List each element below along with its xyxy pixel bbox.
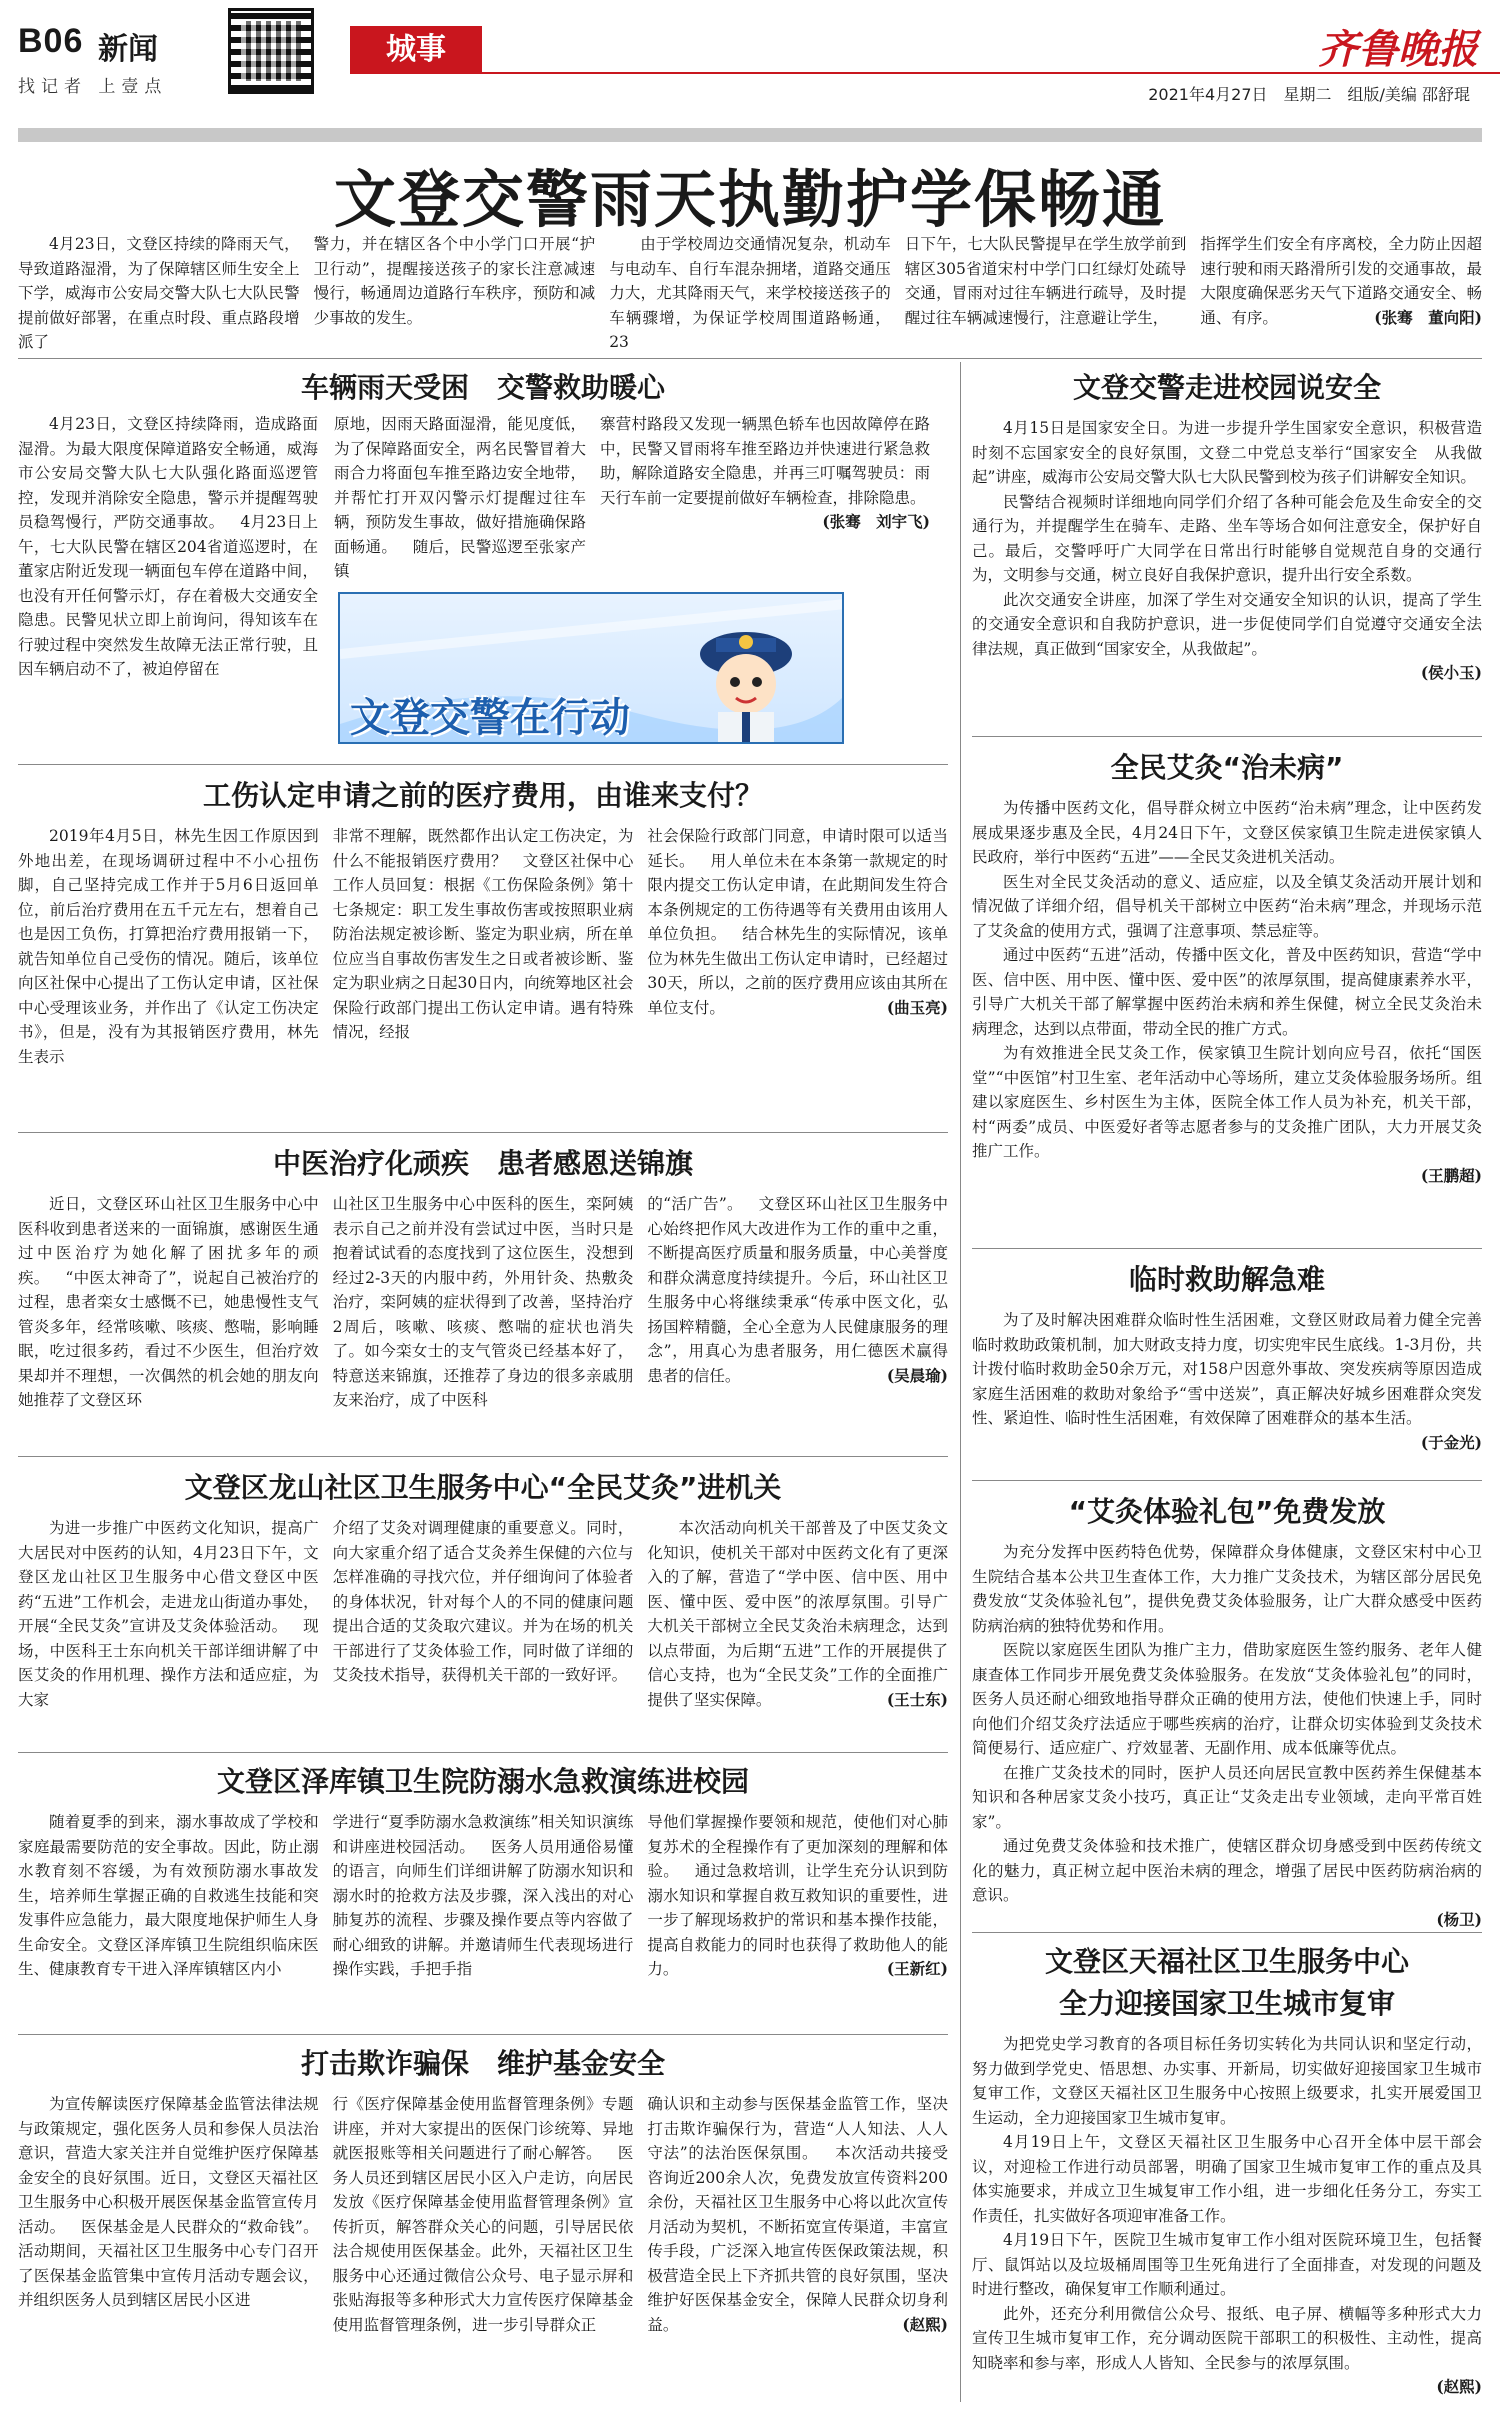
divider — [18, 1456, 948, 1457]
a1-col-2: 原地，因雨天路面湿滑，能见度低，为了保障路面安全，两名民警冒着大雨合力将面包车推至路边安全地带，并帮忙打开双闪警示灯提醒过往车辆，预防发生事故，做好措施确保路面畅通。 随后，民警巡逻至张家产镇 — [334, 415, 586, 580]
article-col-1: 近日，文登区环山社区卫生服务中心中医科收到患者送来的一面锦旗，感谢医生通过中医治疗为她化解了困扰多年的顽疾。 “中医太神奇了”，说起自己被治疗的过程，患者栾女士感慨不已，她患慢性支气管炎多年，经常咳嗽、咳痰、憋喘，影响睡眠，吃过很多药，看过不少医生，但治疗效果却并不理想，一次偶然的机会她的朋友向她推荐了文登区环 — [18, 1195, 319, 1409]
article-title: “艾灸体验礼包”免费发放 — [1068, 1495, 1386, 1528]
article-col-1: 随着夏季的到来，溺水事故成了学校和家庭最需要防范的安全事故。因此，防止溺水教育刻不容缓，为有效预防溺水事故发生，培养师生掌握正确的自救逃生技能和突发事件应急能力，最大限度地保护师生人身生命安全。文登区泽库镇卫生院组织临床医生、健康教育专干进入泽库镇辖区内小 — [18, 1813, 319, 1978]
divider — [972, 1480, 1482, 1481]
article-moxibustion-prevention — [972, 746, 1482, 1244]
byline: (张骞 董向阳) — [1374, 307, 1482, 327]
article-col-3 — [647, 1810, 948, 2032]
divider — [18, 358, 1482, 359]
lead-col-3: 由于学校周边交通情况复杂，机动车与电动车、自行车混杂拥堵，道路交通压力大，尤其降雨天气，来学校接送孩子的车辆骤增，为保证学校周围道路畅通，23 — [609, 235, 891, 351]
article-col-3-text: 确认识和主动参与医保基金监管工作，坚决打击欺诈骗保行为，营造“人人知法、人人守法”的法治医保氛围。 本次活动共接受咨询近200余人次，免费发放宣传资料200余份，天福社区卫生服务中心将以此次宣传月活动为契机，不断拓宽宣传渠道，丰富宣传手段，广泛深入地宣传医保政策法规，积极营造全民上下齐抓共管的良好氛围，坚决维护好医保基金安全，保障人民群众切身利益。 — [647, 2095, 949, 2334]
article-col-2: 行《医疗保障基金使用监督管理条例》专题讲座，并对大家提出的医保门诊统筹、异地就医报账等相关问题进行了耐心解答。 医务人员还到辖区居民小区入户走访，向居民发放《医疗保障基金使用监督管理条例》宣传折页，解答群众关心的问题，引导居民依法合规使用医保基金。此外，天福社区卫生服务中心还通过微信公众号、电子显示屏和张贴海报等多种形式大力宣传医疗保障基金使用监督管理条例，进一步引导群众正 — [332, 2095, 634, 2334]
page-header — [0, 0, 1500, 110]
article-col-2: 学进行“夏季防溺水急救演练”相关知识演练和讲座进校园活动。 医务人员用通俗易懂的语言，向师生们详细讲解了防溺水知识和溺水时的抢救方法及步骤，深入浅出的对心肺复苏的流程、步骤及操作要点等内容做了耐心细致的讲解。并邀请师生代表现场进行操作实践，手把手指 — [332, 1813, 634, 1978]
article-emergency-aid — [972, 1258, 1482, 1486]
paragraph: 通过中医药“五进”活动，传播中医文化，普及中医药知识，营造“学中医、信中医、用中医、懂中医、爱中医”的浓厚氛围，提高健康素养水平，引导广大机关干部了解掌握中医药治未病和养生保健，树立全民艾灸治未病理念，达到以点带面，带动全民的推广方式。 — [972, 946, 1482, 1038]
a1-col-1: 4月23日，文登区持续降雨，造成路面湿滑。为最大限度保障道路安全畅通，威海市公安局交警大队七大队强化路面巡逻管控，发现并消除安全隐患，警示并提醒驾驶员稳驾慢行，严防交通事故。 4月23日上午，七大队民警在辖区204省道巡逻时，在董家店附近发现一辆面包车停在道路中间，也没有开任何警示灯，存在着极大交通安全隐患。民警见状立即上前询问，得知该车在行驶过程中突然发生故障无法正常行驶，且因车辆启动不了，被迫停留在 — [18, 415, 318, 678]
divider — [18, 1132, 948, 1133]
divider — [18, 1752, 948, 1753]
article-subtitle: 全力迎接国家卫生城市复审 — [1058, 1987, 1395, 2020]
article-title: 文登区泽库镇卫生院防溺水急救演练进校园 — [216, 1765, 749, 1798]
paragraph: 医院以家庭医生团队为推广主力，借助家庭医生签约服务、老年人健康查体工作同步开展免费艾灸体验服务。在发放“艾灸体验礼包”的同时，医务人员还耐心细致地指导群众正确的使用方法，使他们快速上手，同时向他们介绍艾灸疗法适应于哪些疾病的治疗，让群众切实体验到艾灸技术简便易行、适应症广、疗效显著、无副作用、成本低廉等优点。 — [972, 1641, 1482, 1757]
article-body — [972, 416, 1482, 716]
a1-col-3 — [600, 412, 930, 586]
article-col-2: 介绍了艾灸对调理健康的重要意义。同时，向大家重介绍了适合艾灸养生保健的六位与怎样准确的寻找穴位，并仔细询问了体验者的身体状况，针对每个人的不同的健康问题提出合适的艾灸取穴建议。并为在场的机关干部进行了艾灸体验工作，同时做了详细的艾灸技术指导，获得机关干部的一致好评。 — [332, 1519, 634, 1684]
section-name: 新闻 — [98, 32, 158, 67]
article-title: 全民艾灸“治未病” — [1110, 751, 1344, 784]
article-col-3-text: 本次活动向机关干部普及了中医艾灸文化知识，使机关干部对中医药文化有了更深入的了解，营造了“学中医、信中医、用中医、懂中医、爱中医”的浓厚氛围。引导广大机关干部树立全民艾灸治未病理念，达到以点带面，为后期“五进”工作的开展提供了信心支持，也为“全民艾灸”工作的全面推广提供了坚实保障。 — [647, 1519, 949, 1709]
article-col-1: 2019年4月5日，林先生因工作原因到外地出差，在现场调研过程中不小心扭伤脚，自己坚持完成工作并于5月6日返回单位，前后治疗费用在五千元左右，想着自己也是因工负伤，打算把治疗费用报销一下，就告知单位自己受伤的情况。随后，该单位向区社保中心提出了工伤认定申请，区社保中心受理该业务，并作出了《认定工伤决定书》，但是，没有为其报销医疗费用，林先生表示 — [18, 827, 319, 1066]
brand-logo: 齐鲁晚报 — [1318, 26, 1478, 73]
banner-text: 文登交警在行动 — [350, 695, 630, 741]
divider — [972, 1248, 1482, 1249]
article-col-3 — [647, 1516, 948, 1762]
byline: (杨卫) — [1436, 1909, 1482, 1929]
divider — [972, 736, 1482, 737]
article-col-1: 为宣传解读医疗保障基金监管法律法规与政策规定，强化医务人员和参保人员法治意识，营造大家关注并自觉维护医疗保障基金安全的良好氛围。近日，文登区天福社区卫生服务中心积极开展医保基金监管宣传月活动。 医保基金是人民群众的“救命钱”。活动期间，天福社区卫生服务中心专门召开了医保基金监管集中宣传月活动专题会议，并组织医务人员到辖区居民小区进 — [18, 2095, 319, 2309]
paragraph: 为把党史学习教育的各项目标任务切实转化为共同认识和坚定行动，努力做到学党史、悟思想、办实事、开新局，切实做好迎接国家卫生城市复审工作，文登区天福社区卫生服务中心按照上级要求，扎实开展爱国卫生运动，全力迎接国家卫生城市复审。 — [972, 2035, 1482, 2127]
byline: (赵熙) — [1436, 2377, 1482, 2396]
paragraph: 此外，还充分利用微信公众号、报纸、电子屏、横幅等多种形式大力宣传卫生城市复审工作，充分调动医院干部职工的积极性、主动性，提高知晓率和参与率，形成人人皆知、全民参与的浓厚氛围。 — [972, 2304, 1482, 2372]
paragraph: 4月19日上午，文登区天福社区卫生服务中心召开全体中层干部会议，对迎检工作进行动员部署，明确了国家卫生城市复审工作的重点及具体实施要求，并成立卫生城复审工作小组，进一步细化任务分工，夯实工作责任，扎实做好各项迎审准备工作。 — [972, 2133, 1482, 2225]
dateline: 2021年4月27日 星期二 组版/美编 邵舒琨 — [1148, 85, 1470, 104]
article-sanitation-review — [972, 1940, 1482, 2402]
article-title: 工伤认定申请之前的医疗费用，由谁来支付？ — [202, 779, 763, 812]
lead-article — [18, 232, 1482, 354]
police-cartoon-icon — [676, 602, 816, 742]
article-title: 文登交警走进校园说安全 — [1072, 371, 1381, 404]
paragraph: 为传播中医药文化，倡导群众树立中医药“治未病”理念，让中医药发展成果逐步惠及全民，4月24日下午，文登区侯家镇卫生院走进侯家镇人民政府，举行中医药“五进”——全民艾灸进机关活动。 — [972, 799, 1482, 866]
campaign-banner — [338, 592, 844, 744]
lead-col-4: 日下午，七大队民警提早在学生放学前到辖区305省道宋村中学门口红绿灯处疏导交通，冒雨对过往车辆进行疏导，及时提醒过往车辆减速慢行，注意避让学生， — [904, 235, 1187, 327]
paragraph: 医生对全民艾灸活动的意义、适应症，以及全镇艾灸活动开展计划和情况做了详细介绍，倡导机关干部树立中医药“治未病”理念，并现场示范了艾灸盒的使用方式，强调了注意事项、禁忌症等。 — [972, 872, 1482, 940]
a1-col-3-text: 寨营村路段又发现一辆黑色轿车也因故障停在路中，民警又冒雨将车推至路边并快速进行紧急救助，解除道路安全隐患，并再三叮嘱驾驶员：雨天行车前一定要提前做好车辆检查，排除隐患。 — [600, 415, 930, 507]
lead-col-5-text: 指挥学生们安全有序离校，全力防止因超速行驶和雨天路滑所引发的交通事故，最大限度确保恶劣天气下道路交通安全、畅通、有序。 — [1200, 235, 1482, 327]
column-divider — [960, 362, 961, 2402]
article-school-safety — [972, 366, 1482, 716]
byline: (王新红) — [886, 1959, 949, 1978]
article-col-3 — [647, 2092, 948, 2410]
paragraph: 4月15日是国家安全日。为进一步提升学生国家安全意识，积极营造时刻不忘国家安全的良好氛围，文登二中党总支举行“国家安全 从我做起”讲座，威海市公安局交警大队七大队民警到校为孩子们讲解安全知识。 — [972, 419, 1482, 486]
paragraph: 为充分发挥中医药特色优势，保障群众身体健康，文登区宋村中心卫生院结合基本公共卫生查体工作，大力推广艾灸技术，为辖区部分居民免费发放“艾灸体验礼包”，提供免费艾灸体验服务，让广大群众感受中医药防病治病的独特优势和作用。 — [972, 1543, 1482, 1635]
article-title: 文登区龙山社区卫生服务中心“全民艾灸”进机关 — [184, 1471, 782, 1504]
article-col-3-text: 社会保险行政部门同意，申请时限可以适当延长。 用人单位未在本条第一款规定的时限内提交工伤认定申请，在此期间发生符合本条例规定的工伤待遇等有关费用由该用人单位负担。 结合林先生的实际情况，该单位为林先生做出工伤认定申请时，已经超过30天，所以，之前的医疗费用应该由其所在单位支付。 — [647, 827, 949, 1017]
article-medical-fund — [18, 2042, 948, 2410]
article-title: 文登区天福社区卫生服务中心 — [1044, 1945, 1409, 1978]
divider — [972, 1932, 1482, 1933]
article-gift-pack — [972, 1490, 1482, 1972]
article-col-2: 非常不理解，既然都作出认定工伤决定，为什么不能报销医疗费用？ 文登区社保中心工作人员回复：根据《工伤保险条例》第十七条规定：职工发生事故伤害或按照职业病防治法规定被诊断、鉴定为职业病，所在单位应当自事故伤害发生之日或者被诊断、鉴定为职业病之日起30日内，向统筹地区社会保险行政部门提出工伤认定申请。遇有特殊情况，经报 — [332, 827, 634, 1041]
lead-col-1: 4月23日，文登区持续的降雨天气，导致道路湿滑，为了保障辖区师生安全上下学，威海市公安局交警大队七大队民警提前做好部署，在重点时段、重点路段增派了 — [18, 235, 300, 351]
article-title: 打击欺诈骗保 维护基金安全 — [300, 2047, 665, 2080]
subsection-label: 找记者 上壹点 — [18, 77, 168, 97]
byline: (曲玉亮) — [886, 997, 949, 1017]
article-work-injury — [18, 774, 948, 1124]
article-col-3 — [647, 824, 948, 1124]
section-tag: 城事 — [350, 26, 482, 74]
lead-col-5 — [1200, 232, 1482, 354]
paragraph: 4月19日下午，医院卫生城市复审工作小组对医院环境卫生，包括餐厅、鼠饵站以及垃圾桶周围等卫生死角进行了全面排查，对发现的问题及时进行整改，确保复审工作顺利通过。 — [972, 2231, 1482, 2298]
article-drowning-drill — [18, 1760, 948, 2032]
article-col-1: 为进一步推广中医药文化知识，提高广大居民对中医药的认知，4月23日下午，文登区龙山社区卫生服务中心借文登区中医药“五进”工作机会，走进龙山街道办事处，开展“全民艾灸”宣讲及艾灸体验活动。 现场，中医科王士东向机关干部详细讲解了中医艾灸的作用机理、操作方法和适应症，为大家 — [18, 1519, 319, 1709]
article-col-3 — [647, 1192, 948, 1488]
byline: (于金光) — [1420, 1432, 1482, 1452]
byline: (吴晨瑜) — [886, 1365, 949, 1385]
article-tcm-banner — [18, 1142, 948, 1488]
article-col-2: 山社区卫生服务中心中医科的医生，栾阿姨表示自己之前并没有尝试过中医，当时只是抱着试试看的态度找到了这位医生，没想到经过2-3天的内服中药，外用针灸、热敷灸治疗，栾阿姨的症状得到了改善，坚持治疗2周后，咳嗽、咳痰、憋喘的症状也消失了。如今栾女士的支气管炎已经基本好了，特意送来锦旗，还推荐了身边的很多亲戚朋友来治疗，成了中医科 — [332, 1195, 634, 1409]
article-body — [972, 1540, 1482, 1972]
paragraph: 为了及时解决困难群众临时性生活困难，文登区财政局着力健全完善临时救助政策机制，加大财政支持力度，切实兜牢民生底线。1-3月份，共计拨付临时救助金50余万元，对158户因意外事故、突发疾病等原因造成家庭生活困难的救助对象给予“雪中送炭”，真正解决好城乡困难群众突发性、紧迫性、临时性生活困难，有效保障了困难群众的基本生活。 — [972, 1311, 1482, 1427]
article-body — [972, 1308, 1482, 1486]
article-moxibustion-office — [18, 1466, 948, 1762]
divider — [18, 764, 948, 765]
paragraph: 民警结合视频时详细地向同学们介绍了各种可能会危及生命安全的交通行为，并提醒学生在骑车、走路、坐车等场合如何注意安全，保护好自己。最后，交警呼吁广大同学在日常出行时能够自觉规范自身的交通行为，文明参与交通，树立良好自我保护意识，提升出行安全系数。 — [972, 492, 1482, 584]
paragraph: 为有效推进全民艾灸工作，侯家镇卫生院计划向应号召，依托“国医堂”“中医馆”村卫生室、老年活动中心等场所，建立艾灸体验服务场所。组建以家庭医生、乡村医生为主体，医院全体工作人员为补充，机关干部，村“两委”成员、中医爱好者等志愿者参与的艾灸推广团队，大力开展艾灸推广工作。 — [972, 1044, 1482, 1160]
top-gray-bar — [18, 128, 1482, 142]
paragraph: 在推广艾灸技术的同时，医护人员还向居民宣教中医药养生保健基本知识和各种居家艾灸小技巧，真正让“艾灸走出专业领域，走向平常百姓家”。 — [972, 1763, 1482, 1831]
article-col-3-text: 的“活广告”。 文登区环山社区卫生服务中心始终把作风大改进作为工作的重中之重，不断提高医疗质量和服务质量，中心美誉度和群众满意度持续提升。今后，环山社区卫生服务中心将继续秉承“传承中医文化，弘扬国粹精髓，全心全意为人民健康服务的理念”，用真心为患者服务，用仁德医术赢得患者的信任。 — [647, 1195, 949, 1385]
byline: (王鹏超) — [1420, 1165, 1482, 1185]
byline: (王士东) — [886, 1689, 949, 1709]
byline: (侯小玉) — [1420, 663, 1482, 682]
article-body — [972, 2032, 1482, 2402]
lead-col-2: 警力，并在辖区各个中小学门口开展“护卫行动”，提醒接送孩子的家长注意减速慢行，畅通周边道路行车秩序，预防和减少事故的发生。 — [313, 235, 596, 327]
byline: (张骞 刘宇飞) — [822, 512, 930, 531]
paragraph: 此次交通安全讲座，加深了学生对交通安全知识的认识，提高了学生的交通安全意识和自我防护意识，进一步促使同学们自觉遵守交通安全法律法规，真正做到“国家安全，从我做起”。 — [972, 590, 1482, 658]
article-title: 中医治疗化顽疾 患者感恩送锦旗 — [272, 1147, 693, 1180]
article-body — [972, 796, 1482, 1244]
page-headline: 文登交警雨天执勤护学保畅通 — [333, 163, 1166, 236]
page-number: B06 — [18, 22, 84, 60]
article-title: 临时救助解急难 — [1128, 1263, 1325, 1296]
article-title: 车辆雨天受困 交警救助暖心 — [300, 371, 665, 404]
qr-code-icon — [228, 8, 314, 94]
paragraph: 通过免费艾灸体验和技术推广，使辖区群众切身感受到中医药传统文化的魅力，真正树立起中医治未病的理念，增强了居民中医药防病治病的意识。 — [972, 1837, 1482, 1904]
byline: (赵熙) — [902, 2314, 949, 2334]
article-col-3-text: 导他们掌握操作要领和规范，使他们对心肺复苏术的全程操作有了更加深刻的理解和体验。 通过急救培训，让学生充分认识到防溺水知识和掌握自救互救知识的重要性，进一步了解现场救护的常识和基本操作技能，提高自救能力的同时也获得了救助他人的能力。 — [647, 1813, 949, 1978]
divider — [18, 2034, 948, 2035]
